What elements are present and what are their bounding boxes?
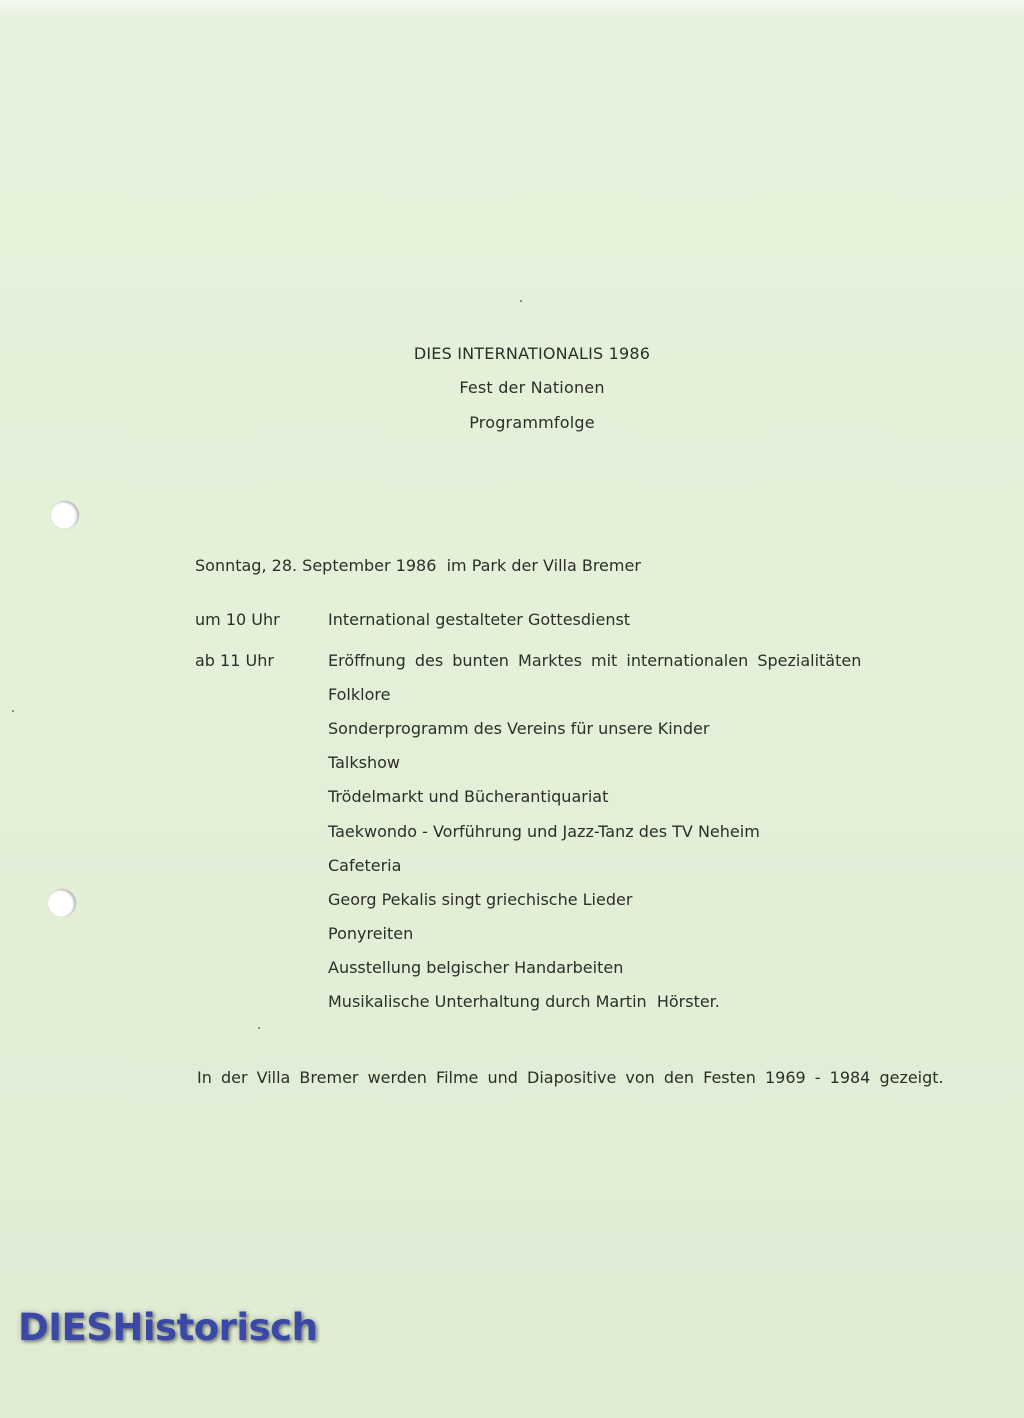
schedule-item: Musikalische Unterhaltung durch Martin Hörster.	[328, 992, 720, 1011]
document-caption: Programmfolge	[469, 413, 595, 432]
schedule-item: International gestalteter Gottesdienst	[328, 610, 631, 629]
schedule-item: Georg Pekalis singt griechische Lieder	[328, 890, 633, 909]
watermark-logo: DIESHistorisch	[18, 1306, 318, 1349]
schedule-item: Folklore	[328, 685, 391, 704]
document-title: DIES INTERNATIONALIS 1986	[413, 344, 651, 363]
schedule-item: Cafeteria	[328, 856, 402, 875]
schedule-item: Ponyreiten	[328, 924, 414, 943]
schedule-time-10: um 10 Uhr	[195, 610, 280, 629]
schedule-item: Eröffnung des bunten Marktes mit internationalen Spezialitäten	[328, 651, 862, 670]
punch-hole-top	[51, 501, 79, 529]
paper-speck	[520, 300, 522, 302]
schedule-item: Taekwondo - Vorführung und Jazz-Tanz des TV Neheim	[328, 822, 760, 841]
schedule-item: Sonderprogramm des Vereins für unsere Kinder	[328, 719, 710, 738]
schedule-item: Talkshow	[328, 753, 400, 772]
schedule-item: Trödelmarkt und Bücherantiquariat	[328, 787, 609, 806]
punch-hole-bottom	[48, 889, 76, 917]
paper-speck	[12, 710, 14, 712]
document-subtitle: Fest der Nationen	[459, 378, 605, 397]
schedule-time-11: ab 11 Uhr	[195, 651, 274, 670]
footer-note: In der Villa Bremer werden Filme und Diapositive von den Festen 1969 - 1984 gezeigt.	[197, 1068, 944, 1087]
event-date-line: Sonntag, 28. September 1986 im Park der Villa Bremer	[195, 556, 641, 575]
schedule-item: Ausstellung belgischer Handarbeiten	[328, 958, 624, 977]
paper-top-edge	[0, 0, 1024, 18]
paper-speck	[258, 1027, 260, 1029]
